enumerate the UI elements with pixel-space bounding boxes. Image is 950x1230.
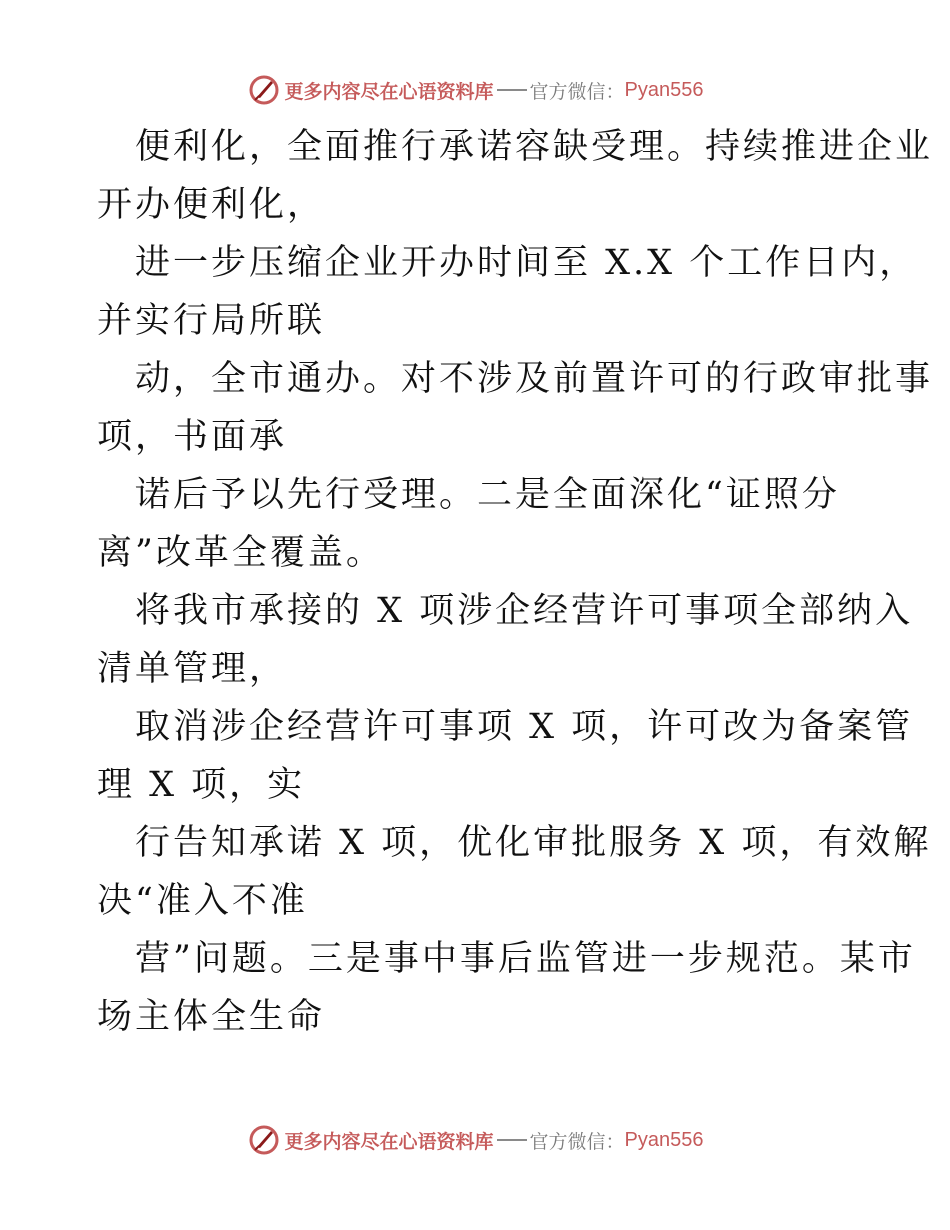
paragraph-line: 清单管理， <box>97 649 288 689</box>
paragraph-line: 将我市承接的 X 项涉企经营许可事项全部纳入 <box>135 591 914 631</box>
paragraph-line: 场主体全生命 <box>97 997 326 1037</box>
watermark-site-text: 更多内容尽在心语资料库 <box>284 1130 494 1153</box>
quill-logo-icon <box>247 1123 281 1157</box>
paragraph-line: 并实行局所联 <box>97 301 326 341</box>
paragraph-line: 取消涉企经营许可事项 X 项，许可改为备案管 <box>135 707 914 747</box>
watermark-contact-id: Pyan556 <box>624 78 704 101</box>
paragraph-line: 离”改革全覆盖。 <box>97 533 384 573</box>
watermark-contact-id: Pyan556 <box>624 1128 704 1151</box>
watermark-contact-label: 官方微信： <box>529 1130 625 1153</box>
paragraph-line: 动，全市通办。对不涉及前置许可的行政审批事 <box>135 359 934 399</box>
paragraph-line: 项，书面承 <box>97 417 288 457</box>
paragraph-line: 开办便利化， <box>97 185 326 225</box>
paragraph-line: 便利化，全面推行承诺容缺受理。持续推进企业 <box>135 127 934 167</box>
quill-logo-icon <box>247 73 281 107</box>
watermark-site-text: 更多内容尽在心语资料库 <box>284 80 494 103</box>
document-body <box>97 118 934 1046</box>
paragraph-line: 行告知承诺 X 项，优化审批服务 X 项，有效解 <box>135 823 932 863</box>
paragraph-line: 进一步压缩企业开办时间至 X.X 个工作日内， <box>135 243 918 283</box>
footer-watermark <box>0 1122 950 1158</box>
watermark-dash <box>497 89 527 91</box>
paragraph-line: 理 X 项，实 <box>97 765 306 805</box>
paragraph-line: 营”问题。三是事中事后监管进一步规范。某市 <box>135 939 916 979</box>
paragraph-line: 决“准入不准 <box>97 881 308 921</box>
watermark-dash <box>497 1139 527 1141</box>
watermark-contact-label: 官方微信： <box>529 80 625 103</box>
header-watermark <box>0 72 950 108</box>
paragraph-line: 诺后予以先行受理。二是全面深化“证照分 <box>135 475 840 515</box>
